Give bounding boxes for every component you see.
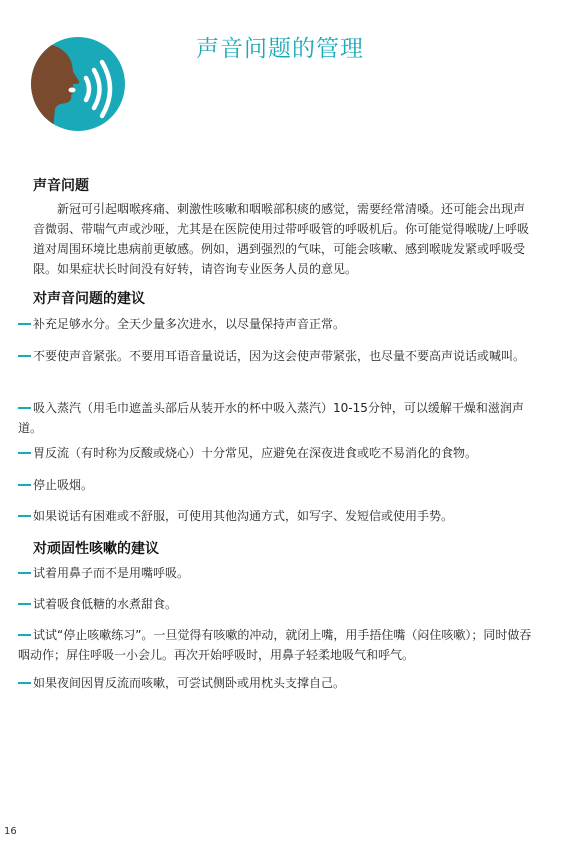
list-item: 不要使声音紧张。不要用耳语音量说话，因为这会使声带紧张，也尽量不要高声说话或喊叫。 xyxy=(18,346,538,366)
list-item: 试试“停止咳嗽练习”。一旦觉得有咳嗽的冲动，就闭上嘴，用手捂住嘴（闷住咳嗽）；同时做吞咽动作；屏住呼吸一小会儿。再次开始呼吸时，用鼻子轻柔地吸气和呼气。 xyxy=(18,628,532,662)
list-item: 如果说话有困难或不舒服，可使用其他沟通方式，如写字、发短信或使用手势。 xyxy=(18,506,538,526)
bullet-dash xyxy=(18,355,31,357)
section-heading-voice-advice: 对声音问题的建议 xyxy=(33,291,145,307)
bullet-dash xyxy=(18,603,31,605)
bullet-dash xyxy=(18,452,31,454)
bullet-dash xyxy=(18,407,31,409)
list-item: 胃反流（有时称为反酸或烧心）十分常见，应避免在深夜进食或吃不易消化的食物。 xyxy=(18,443,538,463)
list-item: 试着用鼻子而不是用嘴呼吸。 xyxy=(18,563,538,583)
bullet-dash xyxy=(18,634,31,636)
page-title: 声音问题的管理 xyxy=(196,36,364,62)
list-item: 停止吸烟。 xyxy=(18,475,538,495)
speaking-head-icon xyxy=(31,37,125,131)
bullet-dash xyxy=(18,515,31,517)
bullet-dash xyxy=(18,572,31,574)
bullet-dash xyxy=(18,484,31,486)
bullet-dash xyxy=(18,682,31,684)
section-heading-voice-problems: 声音问题 xyxy=(33,178,89,194)
section-heading-cough-advice: 对顽固性咳嗽的建议 xyxy=(33,541,159,557)
page-number: 16 xyxy=(4,826,17,837)
bullet-dash xyxy=(18,323,31,325)
list-item: 如果夜间因胃反流而咳嗽，可尝试侧卧或用枕头支撑自己。 xyxy=(18,673,538,693)
voice-problems-paragraph: 新冠可引起咽喉疼痛、刺激性咳嗽和咽喉部积痰的感觉，需要经常清嗓。还可能会出现声音微弱、带喘气声或沙哑，尤其是在医院使用过带呼吸管的呼吸机后。你可能觉得喉咙/上呼吸道对周围环境比患病前更敏感。例如，遇到强烈的气味，可能会咳嗽、感到喉咙发紧或呼吸受限。如果症状长时间没有好转，请咨询专业医务人员的意见。 xyxy=(33,202,530,276)
list-item: 吸入蒸汽（用毛巾遮盖头部后从装开水的杯中吸入蒸汽）10-15分钟，可以缓解干燥和滋润声道。 xyxy=(18,401,524,435)
list-item: 试着吸食低糖的水煮甜食。 xyxy=(18,594,538,614)
list-item: 补充足够水分。全天少量多次进水，以尽量保持声音正常。 xyxy=(18,314,538,334)
